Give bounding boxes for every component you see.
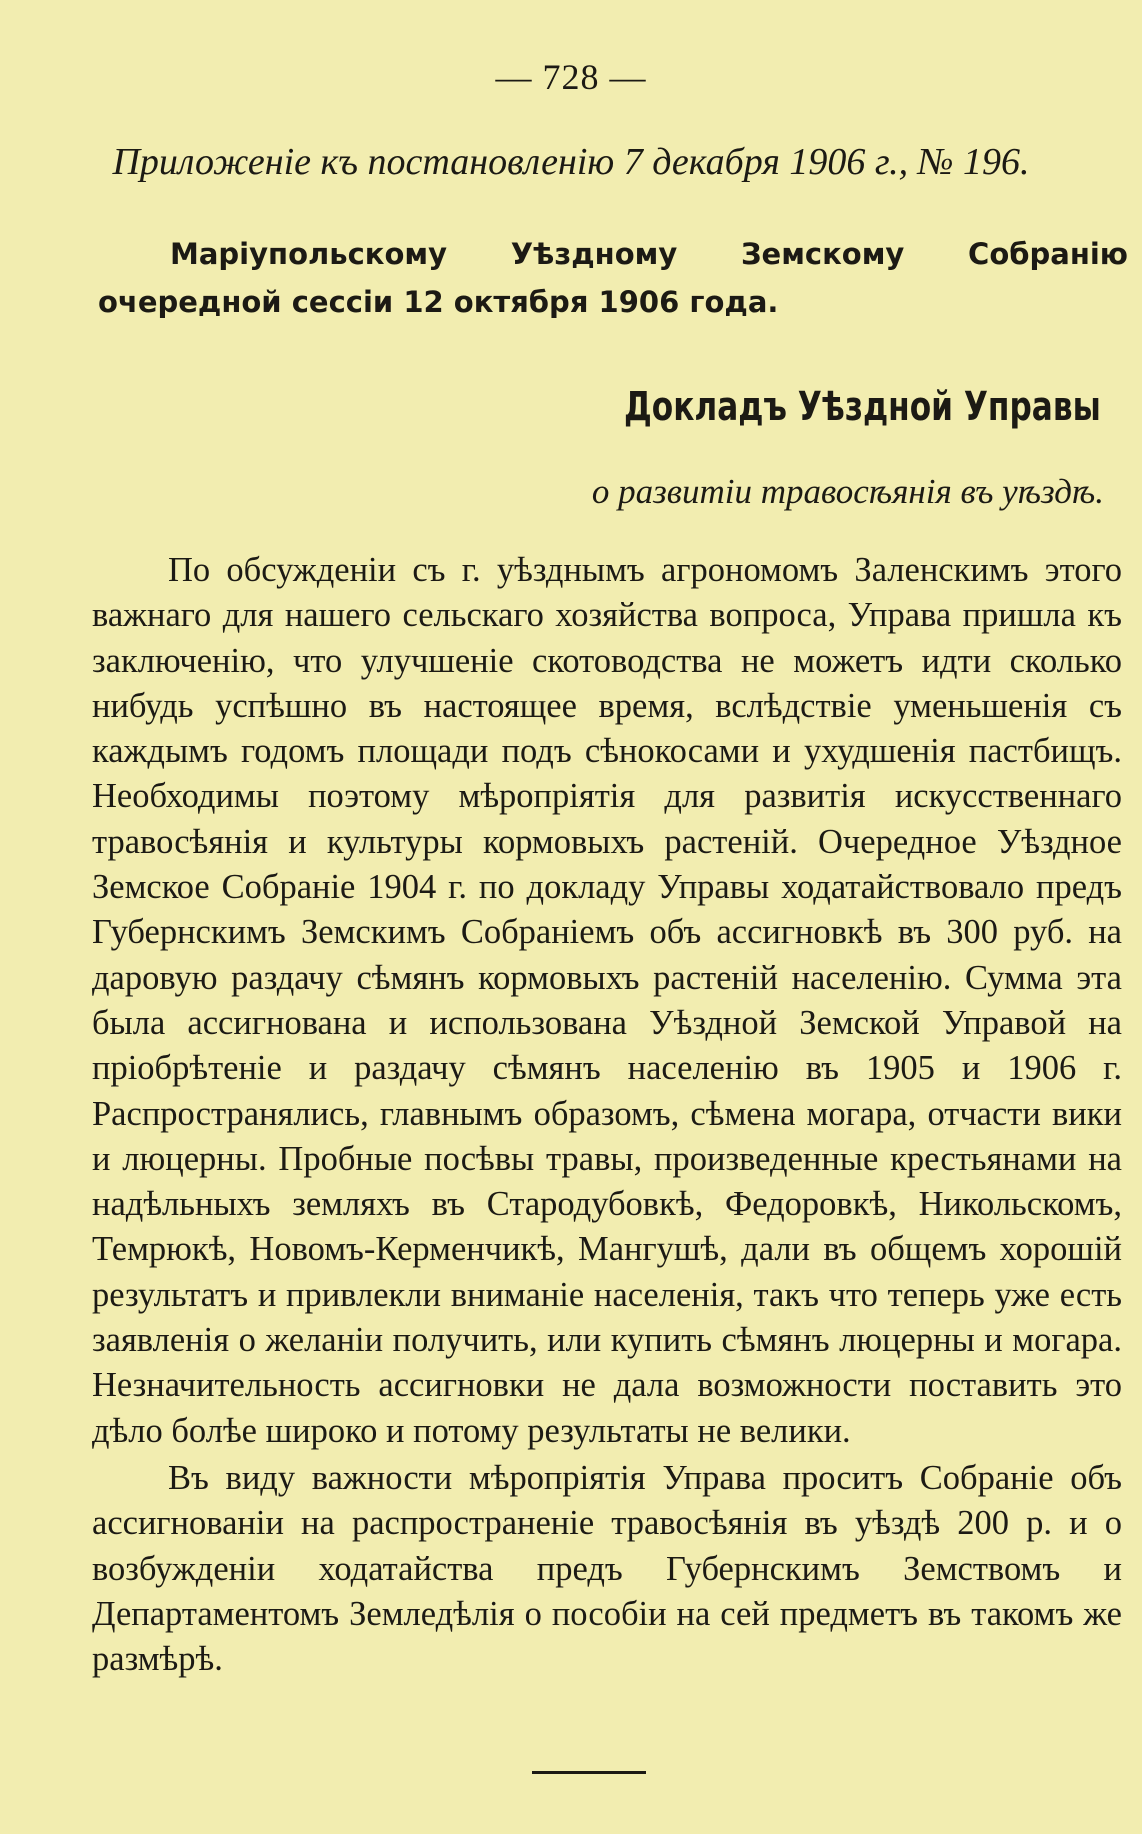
appendix-reference: Приложеніе къ постановленію 7 декабря 1906 г., № 196. <box>112 141 1030 183</box>
paragraph-2: Въ виду важности мѣропріятія Управа проситъ Собраніе объ ассигнованіи на распространеніе травосѣянія въ уѣздѣ 200 р. и о возбужденіи ходатайства предъ Губернскимъ Земствомъ и Департаментомъ Земледѣлія о пособіи на сей предметъ въ такомъ же размѣрѣ. <box>92 1458 1122 1679</box>
addressee-heading: Маріупольскому Уѣздному Земскому Собранію очередной сессіи 12 октября 1906 года. <box>98 237 1128 319</box>
closing-rule <box>532 1771 646 1774</box>
report-body <box>92 548 1122 1682</box>
report-subtitle: о развитіи травосѣянія въ уѣздѣ. <box>591 472 1104 511</box>
report-title: Докладъ Уѣздной Управы <box>624 384 1101 430</box>
paragraph-1: По обсужденіи съ г. уѣзднымъ агрономомъ Заленскимъ этого важнаго для нашего сельскаго хозяйства вопроса, Управа пришла къ заключенію, что улучшеніе скотоводства не можетъ идти сколько нибудь успѣшно въ настоящее время, вслѣдствіе уменьшенія съ каждымъ годомъ площади подъ сѣнокосами и ухудшенія пастбищъ. Необходимы поэтому мѣропріятія для развитія искусственнаго травосѣянія и культуры кормовыхъ растеній. Очередное Уѣздное Земское Собраніе 1904 г. по докладу Управы ходатайствовало предъ Губернскимъ Земскимъ Собраніемъ объ ассигновкѣ въ 300 руб. на даровую раздачу сѣмянъ кормовыхъ растеній населенію. Сумма эта была ассигнована и использована Уѣздной Земской Управой на пріобрѣтеніе и раздачу сѣмянъ населенію въ 1905 и 1906 г. Распространялись, главнымъ образомъ, сѣмена могара, отчасти вики и люцерны. Пробные посѣвы травы, произведенные крестьянами на надѣльныхъ земляхъ въ Стародубовкѣ, Федоровкѣ, Никольскомъ, Темрюкѣ, Новомъ-Керменчикѣ, Мангушѣ, дали въ общемъ хорошій результатъ и привлекли вниманіе населенія, такъ что теперь уже есть заявленія о желаніи получить, или купить сѣмянъ люцерны и могара. Незначительность ассигновки не дала возможности поставить это дѣло болѣе широко и потому результаты не велики. <box>92 551 1122 1450</box>
page-number: — 728 — <box>495 57 647 97</box>
